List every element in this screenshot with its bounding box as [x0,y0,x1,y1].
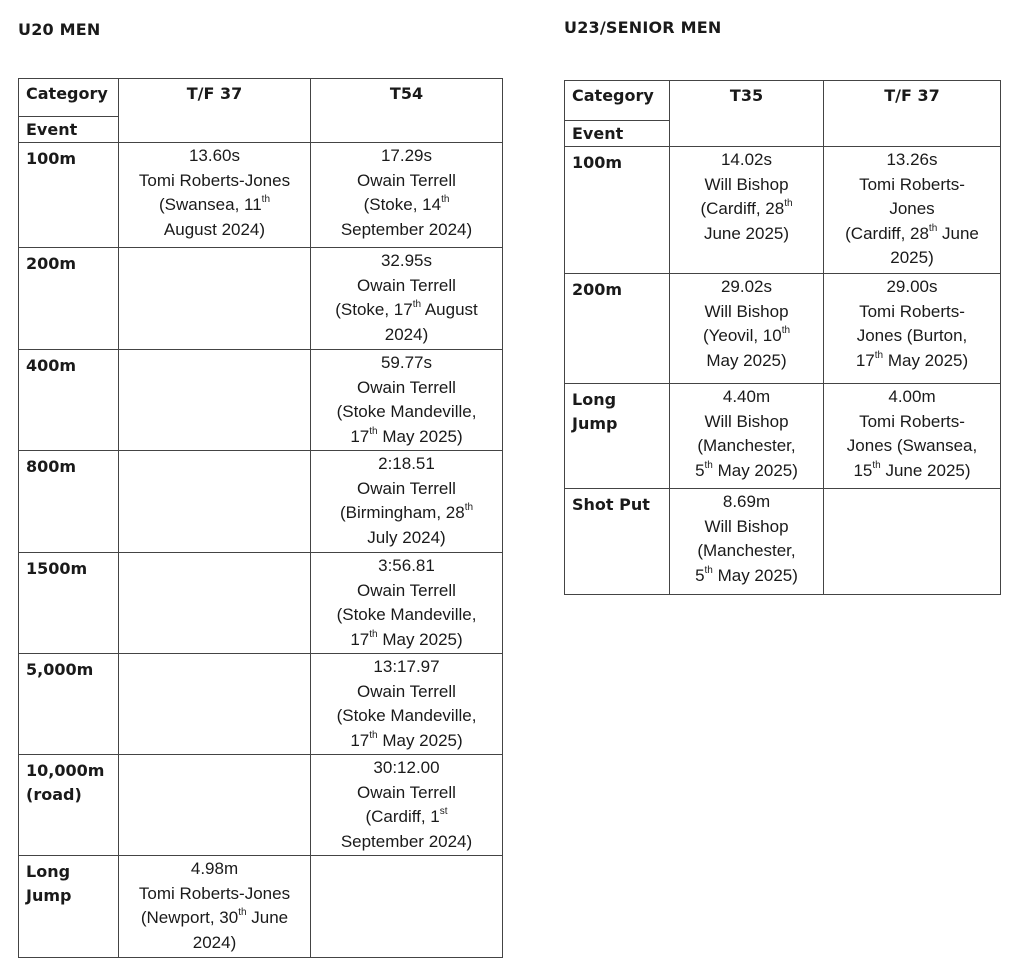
header-row [565,81,1001,147]
record-detail: Tomi Roberts- [859,301,965,321]
event-name: Shot Put [565,489,670,595]
record-detail: August 2024) [163,219,266,239]
record-detail: (Manchester, [697,541,796,560]
record-mark: 2:18.51 [378,454,435,473]
record-mark: 4.98m [190,859,239,878]
event-name: 1500m [19,553,119,654]
record-detail: 2025) [890,248,934,267]
record-detail: 15th June 2025) [853,459,971,480]
record-cell [119,856,311,958]
record-detail: (Newport, 30th June [140,907,289,927]
record-detail: September 2024) [340,831,473,851]
record-mark: 29.00s [886,277,938,296]
record-cell [670,147,824,274]
record-detail: Owain Terrell [357,478,456,498]
table-row [565,489,1001,595]
record-detail: May 2025) [706,350,787,370]
u20-heading: U20 MEN [18,20,101,39]
record-cell [311,755,503,856]
event-label: Event [565,120,669,145]
record-cell [824,274,1001,384]
category-column-header: T/F 37 [824,81,1001,147]
record-mark: 29.02s [720,277,773,296]
event-label: Event [19,116,118,141]
event-name: 100m [565,147,670,274]
record-detail: Tomi Roberts- [859,411,965,431]
empty-cell [119,248,311,350]
record-detail: Will Bishop [704,411,789,431]
empty-cell [119,553,311,654]
record-detail: (Stoke Mandeville, [336,706,477,725]
record-detail: Owain Terrell [357,275,456,295]
u20-records-table [18,78,503,958]
record-detail: Will Bishop [704,174,789,194]
record-mark: 4.40m [722,387,771,406]
table-row [19,248,503,350]
empty-cell [119,451,311,553]
table-row [19,654,503,755]
record-detail: Owain Terrell [357,782,456,802]
record-detail: Jones (Swansea, [846,436,978,455]
category-column-header: T35 [670,81,824,147]
category-label: Category [26,84,108,103]
record-cell [670,274,824,384]
record-detail: 5th May 2025) [695,459,798,480]
record-cell [311,654,503,755]
record-mark: 59.77s [380,353,433,372]
record-cell [670,384,824,489]
record-detail: (Stoke Mandeville, [336,402,477,421]
record-mark: 14.02s [720,150,773,169]
record-mark: 32.95s [380,251,433,270]
record-detail: 5th May 2025) [695,564,798,585]
record-detail: Owain Terrell [357,681,456,701]
record-detail: 17th May 2025) [350,425,463,446]
event-name: Long Jump [565,384,670,489]
record-cell [119,143,311,248]
record-detail: July 2024) [367,527,446,547]
record-detail: (Manchester, [697,436,796,455]
table-row [19,856,503,958]
empty-cell [119,350,311,451]
record-detail: (Yeovil, 10th [702,325,791,345]
record-detail: Will Bishop [704,301,789,321]
category-column-header: T/F 37 [119,79,311,143]
record-detail: (Birmingham, 28th [339,502,474,522]
record-detail: Tomi Roberts- [859,174,965,194]
senior-heading: U23/SENIOR MEN [564,18,722,37]
record-detail: (Cardiff, 28th June [845,222,979,243]
record-mark: 3:56.81 [378,556,435,575]
record-detail: 17th May 2025) [855,349,969,370]
empty-cell [119,755,311,856]
record-detail: (Swansea, 11th [158,194,271,214]
event-name: 5,000m [19,654,119,755]
table-row [19,553,503,654]
category-column-header: T54 [311,79,503,143]
event-name: 200m [19,248,119,350]
table-row [19,143,503,248]
record-mark: 4.00m [888,387,936,406]
category-event-header [565,81,670,147]
record-detail: Will Bishop [704,516,789,536]
record-detail: Jones [889,199,935,218]
empty-cell [119,654,311,755]
category-label: Category [572,86,654,105]
record-mark: 8.69m [722,492,771,511]
record-cell [311,248,503,350]
record-detail: 2024) [192,932,237,952]
record-cell [311,451,503,553]
table-row [565,384,1001,489]
event-name: 400m [19,350,119,451]
record-detail: Tomi Roberts-Jones [138,170,291,190]
record-cell [824,384,1001,489]
record-detail: Jones (Burton, [856,326,968,345]
record-cell [824,147,1001,274]
table-row [565,147,1001,274]
record-detail: June 2025) [703,223,790,243]
empty-cell [311,856,503,958]
record-mark: 30:12.00 [373,758,440,777]
table-row [19,451,503,553]
category-event-header [19,79,119,143]
record-mark: 13:17.97 [373,657,440,676]
event-name: 200m [565,274,670,384]
record-detail: 2024) [384,324,429,344]
record-detail: Tomi Roberts-Jones [138,883,291,903]
senior-records-table [564,80,1001,595]
record-detail: (Stoke Mandeville, [336,605,477,624]
record-cell [311,350,503,451]
record-detail: 17th May 2025) [350,628,463,649]
table-row [19,350,503,451]
record-detail: (Stoke, 14th [363,194,450,214]
record-detail: 17th May 2025) [350,729,463,750]
record-detail: (Cardiff, 1st [365,806,448,826]
table-row [565,274,1001,384]
event-name: Long Jump [19,856,119,958]
record-cell [311,143,503,248]
record-detail: September 2024) [340,219,473,239]
record-mark: 17.29s [380,146,433,165]
record-detail: Owain Terrell [357,170,456,190]
table-row [19,755,503,856]
record-detail: Owain Terrell [357,580,456,600]
record-cell [311,553,503,654]
record-cell [670,489,824,595]
record-detail: (Stoke, 17th August [335,299,478,319]
event-name: 10,000m (road) [19,755,119,856]
record-detail: Owain Terrell [357,377,456,397]
record-mark: 13.26s [886,150,938,169]
record-detail: (Cardiff, 28th [700,198,793,218]
record-mark: 13.60s [188,146,241,165]
empty-cell [824,489,1001,595]
event-name: 100m [19,143,119,248]
event-name: 800m [19,451,119,553]
header-row [19,79,503,143]
